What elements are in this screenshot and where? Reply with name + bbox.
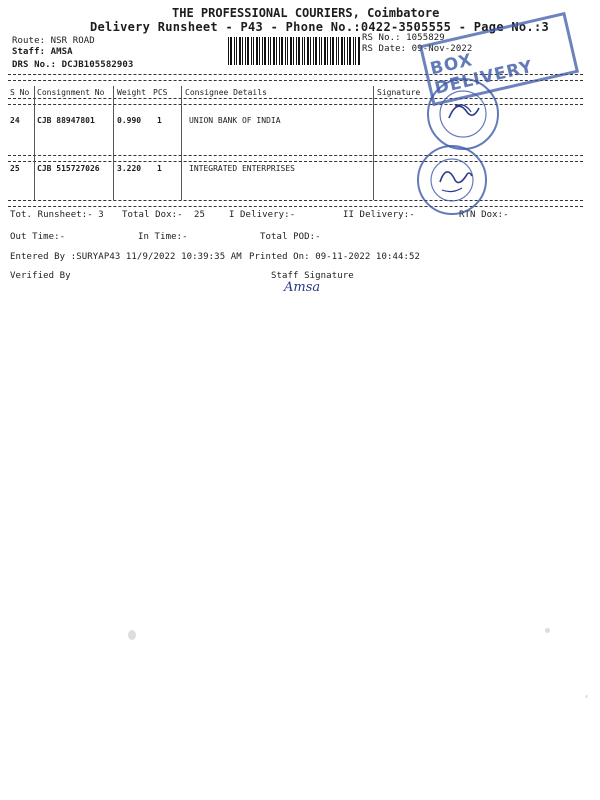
table-row-consignee: INTEGRATED ENTERPRISES xyxy=(189,164,295,173)
printed-on: Printed On: 09-11-2022 10:44:52 xyxy=(249,252,421,262)
verified-by: Verified By xyxy=(10,271,71,281)
col-header-pcs: PCS xyxy=(153,88,168,97)
runsheet-title: Delivery Runsheet - P43 - Phone No.:0422-3505555 - Page No.:3 xyxy=(90,20,550,34)
company-title: THE PROFESSIONAL COURIERS, Coimbatore xyxy=(172,6,440,20)
table-row-consignment: CJB 88947801 xyxy=(37,116,95,125)
col-header-consignee: Consignee Details xyxy=(185,88,267,97)
staff-signature-label: Staff Signature xyxy=(271,271,354,281)
column-divider xyxy=(181,86,182,200)
rtn-dox: RTN Dox:- xyxy=(459,210,509,220)
out-time: Out Time:- xyxy=(10,232,66,242)
scan-speck xyxy=(585,695,588,698)
route-label: Route: NSR ROAD xyxy=(12,36,95,46)
barcode xyxy=(228,37,362,65)
column-divider xyxy=(373,86,374,200)
rs-number: RS No.: 1055829 xyxy=(362,33,445,43)
enterprise-seal-stamp xyxy=(412,142,492,218)
table-row-sno: 25 xyxy=(10,164,20,173)
scan-speck xyxy=(128,630,136,640)
ii-delivery: II Delivery:- xyxy=(343,210,415,220)
col-header-weight: Weight xyxy=(117,88,146,97)
rs-date: RS Date: 09-Nov-2022 xyxy=(362,44,473,54)
company-seal-stamp xyxy=(425,76,501,152)
rule xyxy=(8,206,583,207)
column-divider xyxy=(34,86,35,200)
column-divider xyxy=(113,86,114,200)
in-time: In Time:- xyxy=(138,232,188,242)
table-row-pcs: 1 xyxy=(157,116,162,125)
table-row-weight: 3.220 xyxy=(117,164,142,173)
col-header-signature: Signature xyxy=(377,88,421,97)
box-delivery-stamp: BOX DELIVERY xyxy=(419,12,579,106)
staff-signature: Amsa xyxy=(284,280,321,295)
table-row-weight: 0.990 xyxy=(117,116,142,125)
table-row-consignment: CJB 515727026 xyxy=(37,164,100,173)
total-dox-label: Total Dox:- xyxy=(122,210,183,220)
rule xyxy=(8,161,583,162)
table-row-pcs: 1 xyxy=(157,164,162,173)
total-dox-value: 25 xyxy=(194,210,206,220)
table-row-sno: 24 xyxy=(10,116,20,125)
scan-speck xyxy=(545,628,550,633)
total-pod: Total POD:- xyxy=(260,232,321,242)
rule xyxy=(8,155,583,156)
rule xyxy=(8,200,583,201)
col-header-sno: S No xyxy=(10,88,30,97)
entered-by: Entered By :SURYAP43 11/9/2022 10:39:35 AM xyxy=(10,252,242,262)
total-runsheet: Tot. Runsheet:- 3 xyxy=(10,210,104,220)
staff-label: Staff: AMSA xyxy=(12,47,73,57)
table-row-consignee: UNION BANK OF INDIA xyxy=(189,116,281,125)
col-header-consignment: Consignment No xyxy=(37,88,105,97)
drs-number: DRS No.: DCJB105582903 xyxy=(12,60,134,70)
i-delivery: I Delivery:- xyxy=(229,210,296,220)
